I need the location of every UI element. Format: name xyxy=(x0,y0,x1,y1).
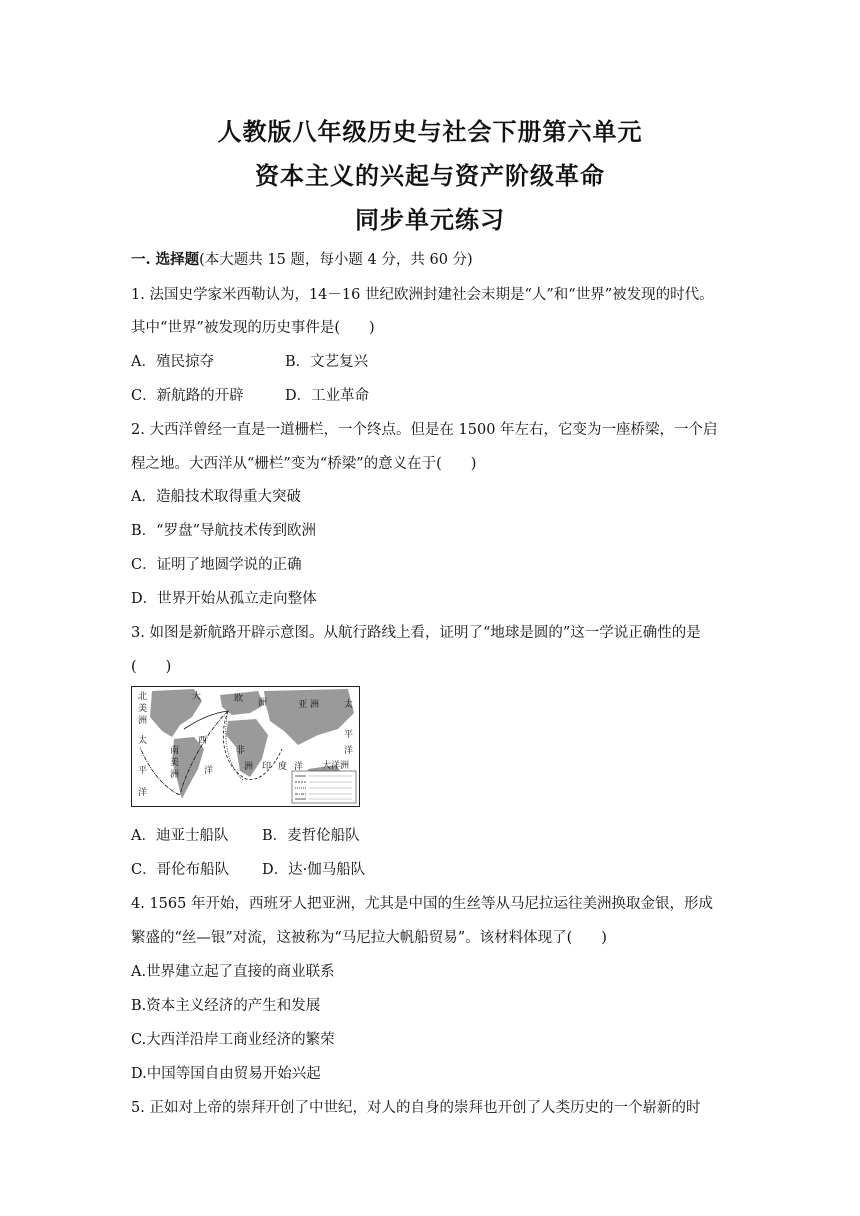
map-label: 美 xyxy=(170,758,180,768)
map-label: 太 xyxy=(138,736,148,746)
section-note: (本大题共 15 题，每小题 4 分，共 60 分) xyxy=(199,252,473,268)
question-3-option-a[interactable]: A．迪亚士船队 xyxy=(131,828,229,844)
map-label: 洋 xyxy=(204,766,214,776)
map-label: 非 xyxy=(236,746,246,756)
question-1-option-c[interactable]: C．新航路的开辟 xyxy=(131,388,244,404)
map-label: 洋 xyxy=(344,746,354,756)
question-5-stem-line1: 5. 正如对上帝的崇拜开创了中世纪，对人的自身的崇拜也开创了人类历史的一个崭新的时 xyxy=(131,1100,701,1116)
question-2-stem-line1: 2. 大西洋曾经一直是一道栅栏，一个终点。但是在 1500 年左右，它变为一座桥梁，一个启 xyxy=(131,422,718,438)
question-3-option-c[interactable]: C．哥伦布船队 xyxy=(131,862,230,878)
question-3-stem-line2: ( ) xyxy=(131,659,172,675)
new-sea-routes-map xyxy=(131,686,360,807)
question-4-option-a[interactable]: A.世界建立起了直接的商业联系 xyxy=(131,964,335,980)
document-title-line1: 人教版八年级历史与社会下册第六单元 xyxy=(217,118,643,146)
map-label: 洲 xyxy=(258,698,268,708)
question-1-option-a[interactable]: A．殖民掠夺 xyxy=(131,354,214,370)
question-2-option-a[interactable]: A．造船技术取得重大突破 xyxy=(131,489,301,505)
section-header xyxy=(131,248,473,269)
question-1-option-d[interactable]: D．工业革命 xyxy=(285,388,370,404)
question-4-option-b[interactable]: B.资本主义经济的产生和发展 xyxy=(131,998,321,1014)
question-2-option-c[interactable]: C．证明了地圆学说的正确 xyxy=(131,557,302,573)
question-3-stem-line1: 3. 如图是新航路开辟示意图。从航行路线上看，证明了“地球是圆的”这一学说正确性的是 xyxy=(131,625,701,641)
map-label: 欧 xyxy=(234,694,244,704)
map-label: 洋 xyxy=(294,762,304,772)
map-label: 美 xyxy=(138,704,148,714)
question-4-stem-line1: 4. 1565 年开始，西班牙人把亚洲，尤其是中国的生丝等从马尼拉运往美洲换取金银，形成 xyxy=(131,896,713,912)
map-label: 大 xyxy=(192,692,202,702)
question-2-option-d[interactable]: D．世界开始从孤立走向整体 xyxy=(131,591,317,607)
question-4-option-c[interactable]: C.大西洋沿岸工商业经济的繁荣 xyxy=(131,1032,335,1048)
map-label: 平 xyxy=(344,730,354,740)
map-label: 洲 xyxy=(310,700,320,710)
question-3-option-d[interactable]: D．达·伽马船队 xyxy=(262,862,366,878)
map-drawing xyxy=(132,687,359,806)
map-label: 平 xyxy=(138,766,148,776)
map-label: 洲 xyxy=(138,716,148,726)
map-label: 亚 xyxy=(298,700,308,710)
question-1-stem-line1: 1. 法国史学家米西勒认为，14－16 世纪欧洲封建社会末期是“人”和“世界”被发现的时代。 xyxy=(131,287,714,303)
map-label: 度 xyxy=(278,762,288,772)
map-label: 洲 xyxy=(244,762,254,772)
map-label: 西 xyxy=(198,736,208,746)
question-2-stem-line2: 程之地。大西洋从“栅栏”变为“桥梁”的意义在于( ) xyxy=(131,456,477,472)
section-heading: 一. 选择题 xyxy=(131,251,200,268)
map-label: 洋 xyxy=(138,788,148,798)
map-label: 南 xyxy=(170,746,180,756)
question-1-option-b[interactable]: B．文艺复兴 xyxy=(285,354,369,370)
map-label: 太 xyxy=(344,700,354,710)
question-2-option-b[interactable]: B．“罗盘”导航技术传到欧洲 xyxy=(131,523,316,539)
map-label: 洲 xyxy=(170,770,180,780)
map-label: 印 xyxy=(262,762,272,772)
document-title-line2: 资本主义的兴起与资产阶级革命 xyxy=(255,162,605,190)
question-3-option-b[interactable]: B．麦哲伦船队 xyxy=(262,828,360,844)
map-label: 北 xyxy=(138,692,148,702)
question-1-stem-line2: 其中“世界”被发现的历史事件是( ) xyxy=(131,320,375,336)
document-title-line3: 同步单元练习 xyxy=(355,206,505,234)
map-label: 大洋洲 xyxy=(322,761,350,771)
question-4-stem-line2: 繁盛的“丝—银”对流，这被称为“马尼拉大帆船贸易”。该材料体现了( ) xyxy=(131,930,607,946)
question-4-option-d[interactable]: D.中国等国自由贸易开始兴起 xyxy=(131,1066,321,1082)
